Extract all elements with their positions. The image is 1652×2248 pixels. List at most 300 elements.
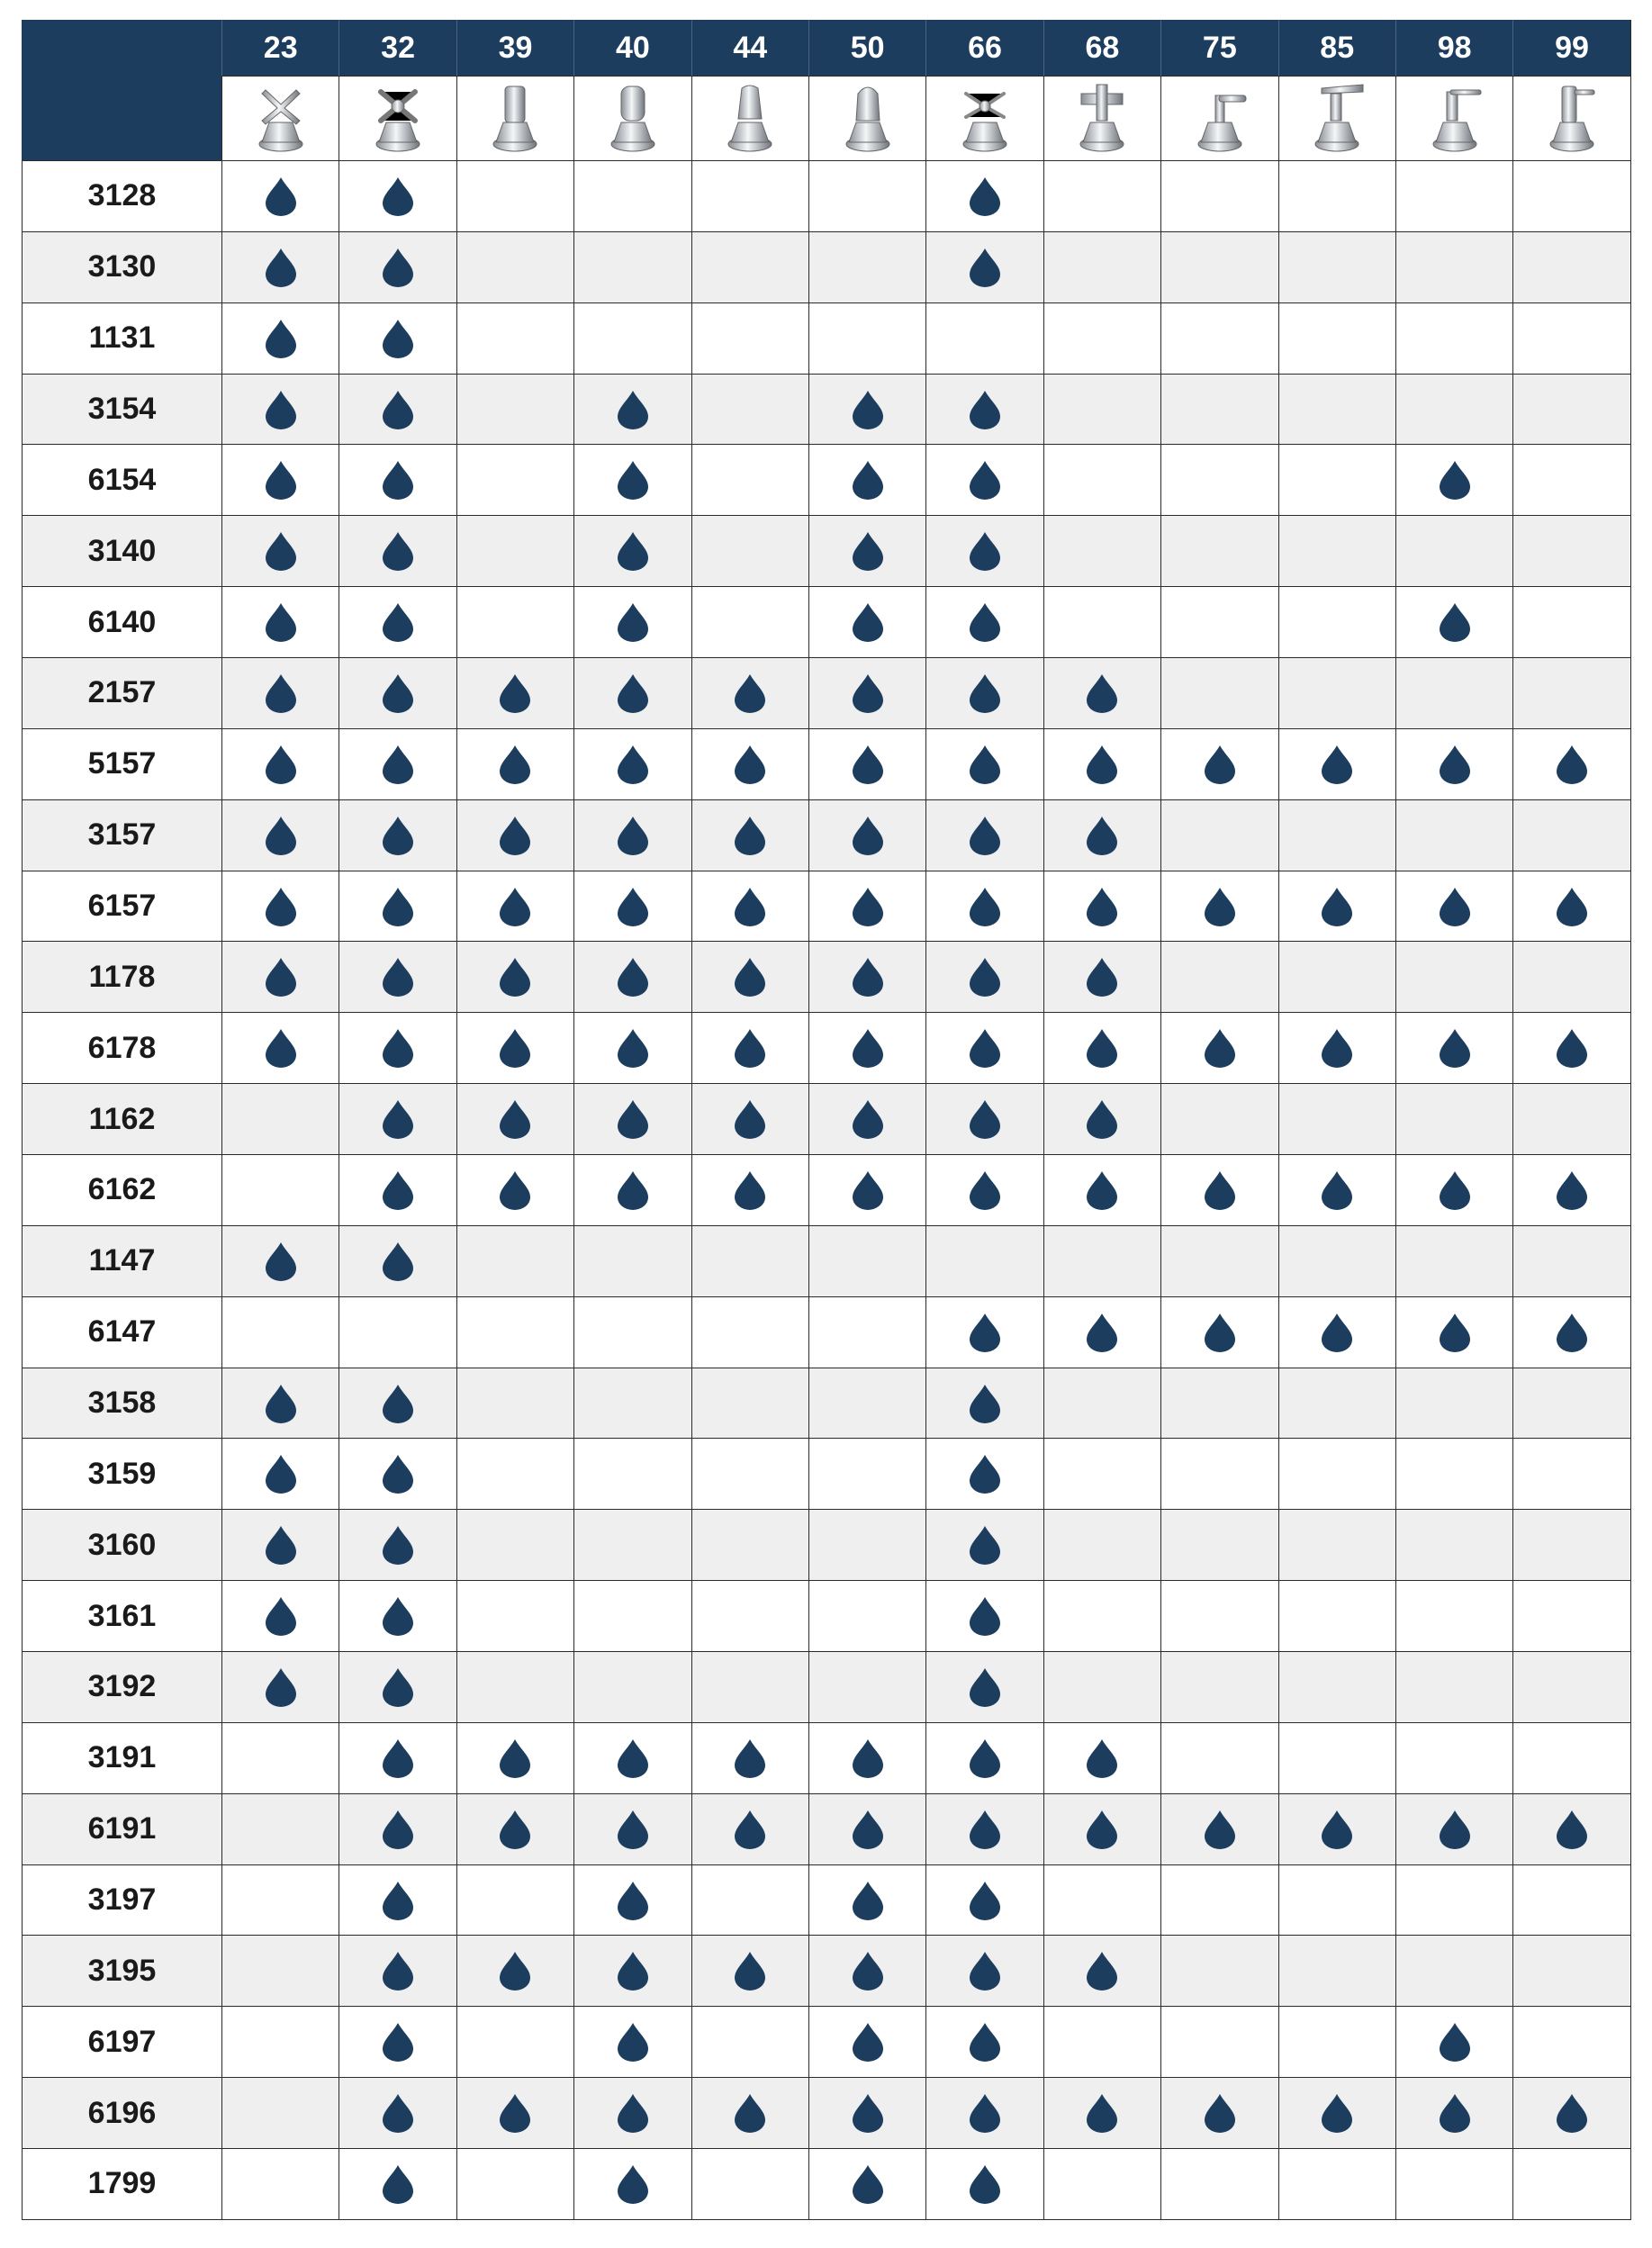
table-cell [456, 1722, 573, 1793]
column-image-98 [1395, 76, 1512, 160]
table-cell [1160, 871, 1277, 942]
table-cell [1278, 2148, 1395, 2219]
table-cell [339, 586, 456, 657]
water-drop-icon [382, 1881, 414, 1920]
water-drop-icon [1321, 2093, 1353, 2133]
table-cell [1043, 1012, 1160, 1083]
water-drop-icon [382, 319, 414, 358]
table-cell [573, 1296, 691, 1368]
water-drop-icon [265, 1667, 297, 1707]
row-label-3159: 3159 [22, 1438, 221, 1509]
table-cell [221, 302, 339, 374]
table-cell [573, 374, 691, 445]
table-cell [456, 231, 573, 302]
table-cell [573, 1083, 691, 1154]
round-cap-handle-icon [605, 81, 661, 157]
table-cell [456, 871, 573, 942]
water-drop-icon [852, 1951, 884, 1991]
water-drop-icon [969, 2093, 1001, 2133]
water-drop-icon [382, 460, 414, 500]
table-cell [1512, 1651, 1629, 1722]
table-cell [1278, 728, 1395, 799]
water-drop-icon [382, 1241, 414, 1281]
water-drop-icon [617, 390, 649, 429]
water-drop-icon [382, 673, 414, 713]
water-drop-icon [265, 887, 297, 926]
water-drop-icon [617, 887, 649, 926]
table-cell [1160, 1296, 1277, 1368]
table-cell [925, 799, 1043, 871]
table-cell [1160, 515, 1277, 586]
water-drop-icon [499, 1099, 531, 1139]
table-cell [573, 1012, 691, 1083]
table-cell [1512, 2006, 1629, 2077]
row-label-6196: 6196 [22, 2077, 221, 2148]
row-label-6191: 6191 [22, 1793, 221, 1864]
table-cell [691, 2077, 808, 2148]
table-cell [1278, 657, 1395, 728]
table-cell [925, 515, 1043, 586]
table-cell [456, 728, 573, 799]
water-drop-icon [617, 1170, 649, 1210]
table-cell [1043, 2077, 1160, 2148]
table-cell [339, 2006, 456, 2077]
water-drop-icon [382, 1170, 414, 1210]
table-cell [1160, 1580, 1277, 1651]
water-drop-icon [499, 745, 531, 784]
table-cell [925, 374, 1043, 445]
table-cell [456, 1012, 573, 1083]
table-cell [691, 515, 808, 586]
table-cell [573, 799, 691, 871]
table-cell [1512, 657, 1629, 728]
table-cell [1395, 941, 1512, 1012]
water-drop-icon [852, 1170, 884, 1210]
table-cell [1160, 1651, 1277, 1722]
table-cell [1278, 1438, 1395, 1509]
table-cell [573, 657, 691, 728]
row-label-6178: 6178 [22, 1012, 221, 1083]
table-cell [1043, 374, 1160, 445]
water-drop-icon [382, 2022, 414, 2062]
table-cell [1395, 1012, 1512, 1083]
table-cell [1512, 374, 1629, 445]
water-drop-icon [734, 1099, 766, 1139]
table-cell [808, 1651, 925, 1722]
water-drop-icon [969, 1170, 1001, 1210]
table-cell [1512, 586, 1629, 657]
row-label-1162: 1162 [22, 1083, 221, 1154]
table-cell [1395, 302, 1512, 374]
water-drop-icon [1204, 1313, 1236, 1352]
table-cell [339, 1935, 456, 2006]
table-cell [808, 302, 925, 374]
table-cell [1160, 799, 1277, 871]
table-cell [221, 1935, 339, 2006]
water-drop-icon [969, 745, 1001, 784]
table-cell [1160, 1722, 1277, 1793]
table-cell [339, 799, 456, 871]
table-cell [1043, 231, 1160, 302]
table-cell [691, 302, 808, 374]
table-cell [221, 1296, 339, 1368]
table-cell [808, 1225, 925, 1296]
water-drop-icon [617, 2164, 649, 2204]
long-lever-handle-icon [1427, 81, 1483, 157]
compatibility-table [22, 20, 1631, 2220]
water-drop-icon [1556, 1313, 1588, 1352]
table-cell [1160, 1012, 1277, 1083]
water-drop-icon [499, 957, 531, 997]
table-cell [221, 160, 339, 231]
table-cell [925, 1368, 1043, 1439]
column-image-40 [573, 76, 691, 160]
table-cell [1278, 941, 1395, 1012]
table-cell [1395, 1793, 1512, 1864]
table-cell [1395, 231, 1512, 302]
water-drop-icon [617, 460, 649, 500]
water-drop-icon [499, 887, 531, 926]
table-cell [1160, 657, 1277, 728]
table-cell [1512, 1935, 1629, 2006]
water-drop-icon [969, 460, 1001, 500]
row-label-1799: 1799 [22, 2148, 221, 2219]
table-cell [691, 1509, 808, 1580]
cylinder-cap-handle-icon [487, 81, 543, 157]
water-drop-icon [969, 1810, 1001, 1849]
row-label-1178: 1178 [22, 941, 221, 1012]
table-cell [1278, 1012, 1395, 1083]
column-header-85: 85 [1278, 20, 1395, 76]
water-drop-icon [382, 816, 414, 855]
water-drop-icon [852, 2164, 884, 2204]
table-cell [221, 1083, 339, 1154]
table-cell [925, 1864, 1043, 1936]
water-drop-icon [1439, 1028, 1471, 1068]
water-drop-icon [1556, 1810, 1588, 1849]
water-drop-icon [852, 745, 884, 784]
table-cell [1278, 1651, 1395, 1722]
table-cell [808, 231, 925, 302]
table-cell [1395, 2006, 1512, 2077]
water-drop-icon [1086, 1313, 1118, 1352]
table-cell [1512, 1225, 1629, 1296]
water-drop-icon [852, 1099, 884, 1139]
table-cell [808, 2077, 925, 2148]
column-image-68 [1043, 76, 1160, 160]
table-cell [925, 444, 1043, 515]
table-cell [1395, 657, 1512, 728]
water-drop-icon [1086, 1951, 1118, 1991]
water-drop-icon [852, 460, 884, 500]
row-label-3197: 3197 [22, 1864, 221, 1936]
table-cell [456, 2006, 573, 2077]
water-drop-icon [265, 1454, 297, 1494]
table-cell [456, 1580, 573, 1651]
table-cell [808, 1864, 925, 1936]
water-drop-icon [734, 745, 766, 784]
table-cell [339, 1793, 456, 1864]
row-label-3157: 3157 [22, 799, 221, 871]
table-cell [1278, 1509, 1395, 1580]
table-cell [1395, 1864, 1512, 1936]
row-label-6154: 6154 [22, 444, 221, 515]
table-cell [1512, 1509, 1629, 1580]
table-cell [573, 231, 691, 302]
table-cell [1278, 1722, 1395, 1793]
table-cell [691, 1083, 808, 1154]
water-drop-icon [617, 1951, 649, 1991]
table-cell [1278, 1083, 1395, 1154]
table-cell [221, 231, 339, 302]
column-image-44 [691, 76, 808, 160]
table-cell [221, 374, 339, 445]
water-drop-icon [1204, 745, 1236, 784]
row-label-3191: 3191 [22, 1722, 221, 1793]
water-drop-icon [617, 602, 649, 642]
table-cell [808, 1935, 925, 2006]
table-cell [925, 1154, 1043, 1225]
water-drop-icon [969, 531, 1001, 571]
table-cell [573, 2148, 691, 2219]
table-cell [573, 1793, 691, 1864]
water-drop-icon [969, 1881, 1001, 1920]
table-cell [456, 374, 573, 445]
table-cell [1512, 2077, 1629, 2148]
water-drop-icon [852, 2022, 884, 2062]
table-cell [339, 1012, 456, 1083]
table-cell [1395, 1651, 1512, 1722]
water-drop-icon [382, 1596, 414, 1636]
table-cell [925, 871, 1043, 942]
water-drop-icon [617, 957, 649, 997]
pin-lever-handle-icon [1544, 81, 1600, 157]
table-cell [808, 586, 925, 657]
table-cell [925, 1083, 1043, 1154]
water-drop-icon [499, 1951, 531, 1991]
row-label-6197: 6197 [22, 2006, 221, 2077]
table-cell [808, 160, 925, 231]
table-cell [1043, 728, 1160, 799]
table-cell [221, 1651, 339, 1722]
table-cell [1395, 871, 1512, 942]
table-cell [1512, 1083, 1629, 1154]
water-drop-icon [852, 531, 884, 571]
table-cell [1395, 1438, 1512, 1509]
row-label-2157: 2157 [22, 657, 221, 728]
water-drop-icon [969, 1384, 1001, 1423]
water-drop-icon [1086, 887, 1118, 926]
table-cell [573, 2006, 691, 2077]
column-header-99: 99 [1512, 20, 1629, 76]
table-cell [573, 1225, 691, 1296]
table-cell [808, 1368, 925, 1439]
table-cell [1160, 1154, 1277, 1225]
table-cell [1395, 160, 1512, 231]
table-cell [925, 160, 1043, 231]
row-label-3140: 3140 [22, 515, 221, 586]
water-drop-icon [382, 957, 414, 997]
table-cell [1278, 1864, 1395, 1936]
water-drop-icon [499, 816, 531, 855]
water-drop-icon [1086, 1099, 1118, 1139]
table-cell [1278, 1935, 1395, 2006]
square-cross-handle-icon [1074, 81, 1130, 157]
water-drop-icon [1321, 1170, 1353, 1210]
row-label-1131: 1131 [22, 302, 221, 374]
table-cell [339, 1864, 456, 1936]
water-drop-icon [969, 2164, 1001, 2204]
table-cell [691, 444, 808, 515]
water-drop-icon [969, 1028, 1001, 1068]
water-drop-icon [499, 1810, 531, 1849]
table-cell [691, 1722, 808, 1793]
water-drop-icon [617, 2022, 649, 2062]
table-cell [691, 1438, 808, 1509]
table-cell [808, 657, 925, 728]
table-cell [1160, 2148, 1277, 2219]
water-drop-icon [617, 673, 649, 713]
water-drop-icon [499, 1170, 531, 1210]
table-cell [339, 1580, 456, 1651]
table-cell [1043, 586, 1160, 657]
table-cell [691, 728, 808, 799]
water-drop-icon [1321, 887, 1353, 926]
table-cell [1395, 799, 1512, 871]
row-label-3195: 3195 [22, 1935, 221, 2006]
table-cell [808, 2148, 925, 2219]
table-cell [339, 1722, 456, 1793]
table-cell [1512, 444, 1629, 515]
table-cell [691, 1864, 808, 1936]
table-cell [1278, 374, 1395, 445]
table-cell [339, 160, 456, 231]
table-cell [925, 1651, 1043, 1722]
table-cell [339, 1368, 456, 1439]
table-cell [691, 871, 808, 942]
table-cell [1160, 302, 1277, 374]
table-cell [1395, 444, 1512, 515]
table-cell [1043, 1368, 1160, 1439]
table-cell [456, 1083, 573, 1154]
table-cell [1395, 515, 1512, 586]
row-label-3192: 3192 [22, 1651, 221, 1722]
table-cell [573, 728, 691, 799]
table-cell [1043, 515, 1160, 586]
table-cell [339, 1225, 456, 1296]
water-drop-icon [969, 1951, 1001, 1991]
water-drop-icon [969, 957, 1001, 997]
water-drop-icon [734, 816, 766, 855]
water-drop-icon [617, 1028, 649, 1068]
table-cell [1160, 1509, 1277, 1580]
table-cell [573, 302, 691, 374]
water-drop-icon [852, 1810, 884, 1849]
table-cell [691, 1580, 808, 1651]
row-label-3130: 3130 [22, 231, 221, 302]
table-cell [573, 941, 691, 1012]
water-drop-icon [265, 816, 297, 855]
table-cell [1043, 1864, 1160, 1936]
table-cell [1512, 1580, 1629, 1651]
water-drop-icon [1439, 2093, 1471, 2133]
table-cell [339, 444, 456, 515]
row-label-1147: 1147 [22, 1225, 221, 1296]
water-drop-icon [969, 602, 1001, 642]
table-cell [339, 2148, 456, 2219]
table-cell [925, 941, 1043, 1012]
table-cell [339, 515, 456, 586]
flat-blade-lever-icon [1309, 81, 1365, 157]
column-image-99 [1512, 76, 1629, 160]
table-cell [339, 231, 456, 302]
table-cell [808, 941, 925, 1012]
water-drop-icon [1556, 1170, 1588, 1210]
table-cell [1512, 1154, 1629, 1225]
table-cell [456, 1154, 573, 1225]
water-drop-icon [734, 1028, 766, 1068]
table-cell [339, 941, 456, 1012]
table-cell [1395, 1722, 1512, 1793]
table-cell [573, 2077, 691, 2148]
table-cell [1160, 1935, 1277, 2006]
table-cell [221, 1438, 339, 1509]
table-cell [925, 2077, 1043, 2148]
water-drop-icon [617, 2093, 649, 2133]
table-cell [221, 1864, 339, 1936]
table-cell [339, 1154, 456, 1225]
water-drop-icon [382, 1738, 414, 1778]
table-cell [456, 2077, 573, 2148]
water-drop-icon [382, 1810, 414, 1849]
table-cell [221, 444, 339, 515]
table-cell [1512, 160, 1629, 231]
water-drop-icon [852, 602, 884, 642]
water-drop-icon [617, 816, 649, 855]
table-cell [573, 160, 691, 231]
column-image-75 [1160, 76, 1277, 160]
water-drop-icon [852, 887, 884, 926]
column-header-66: 66 [925, 20, 1043, 76]
water-drop-icon [382, 602, 414, 642]
table-cell [1160, 1083, 1277, 1154]
table-cell [339, 374, 456, 445]
water-drop-icon [1439, 1170, 1471, 1210]
table-cell [573, 1509, 691, 1580]
table-cell [456, 799, 573, 871]
table-cell [339, 728, 456, 799]
water-drop-icon [499, 673, 531, 713]
water-drop-icon [1086, 1028, 1118, 1068]
table-cell [1512, 302, 1629, 374]
table-cell [1395, 374, 1512, 445]
table-cell [1160, 1225, 1277, 1296]
table-cell [456, 1296, 573, 1368]
row-label-3160: 3160 [22, 1509, 221, 1580]
table-cell [925, 1580, 1043, 1651]
ornate-cross-handle-tap-icon [370, 81, 426, 157]
table-cell [1278, 1154, 1395, 1225]
water-drop-icon [1556, 1028, 1588, 1068]
water-drop-icon [382, 248, 414, 287]
table-cell [221, 657, 339, 728]
table-cell [1043, 1296, 1160, 1368]
table-cell [221, 728, 339, 799]
water-drop-icon [1086, 816, 1118, 855]
table-cell [808, 374, 925, 445]
water-drop-icon [969, 390, 1001, 429]
row-label-3161: 3161 [22, 1580, 221, 1651]
